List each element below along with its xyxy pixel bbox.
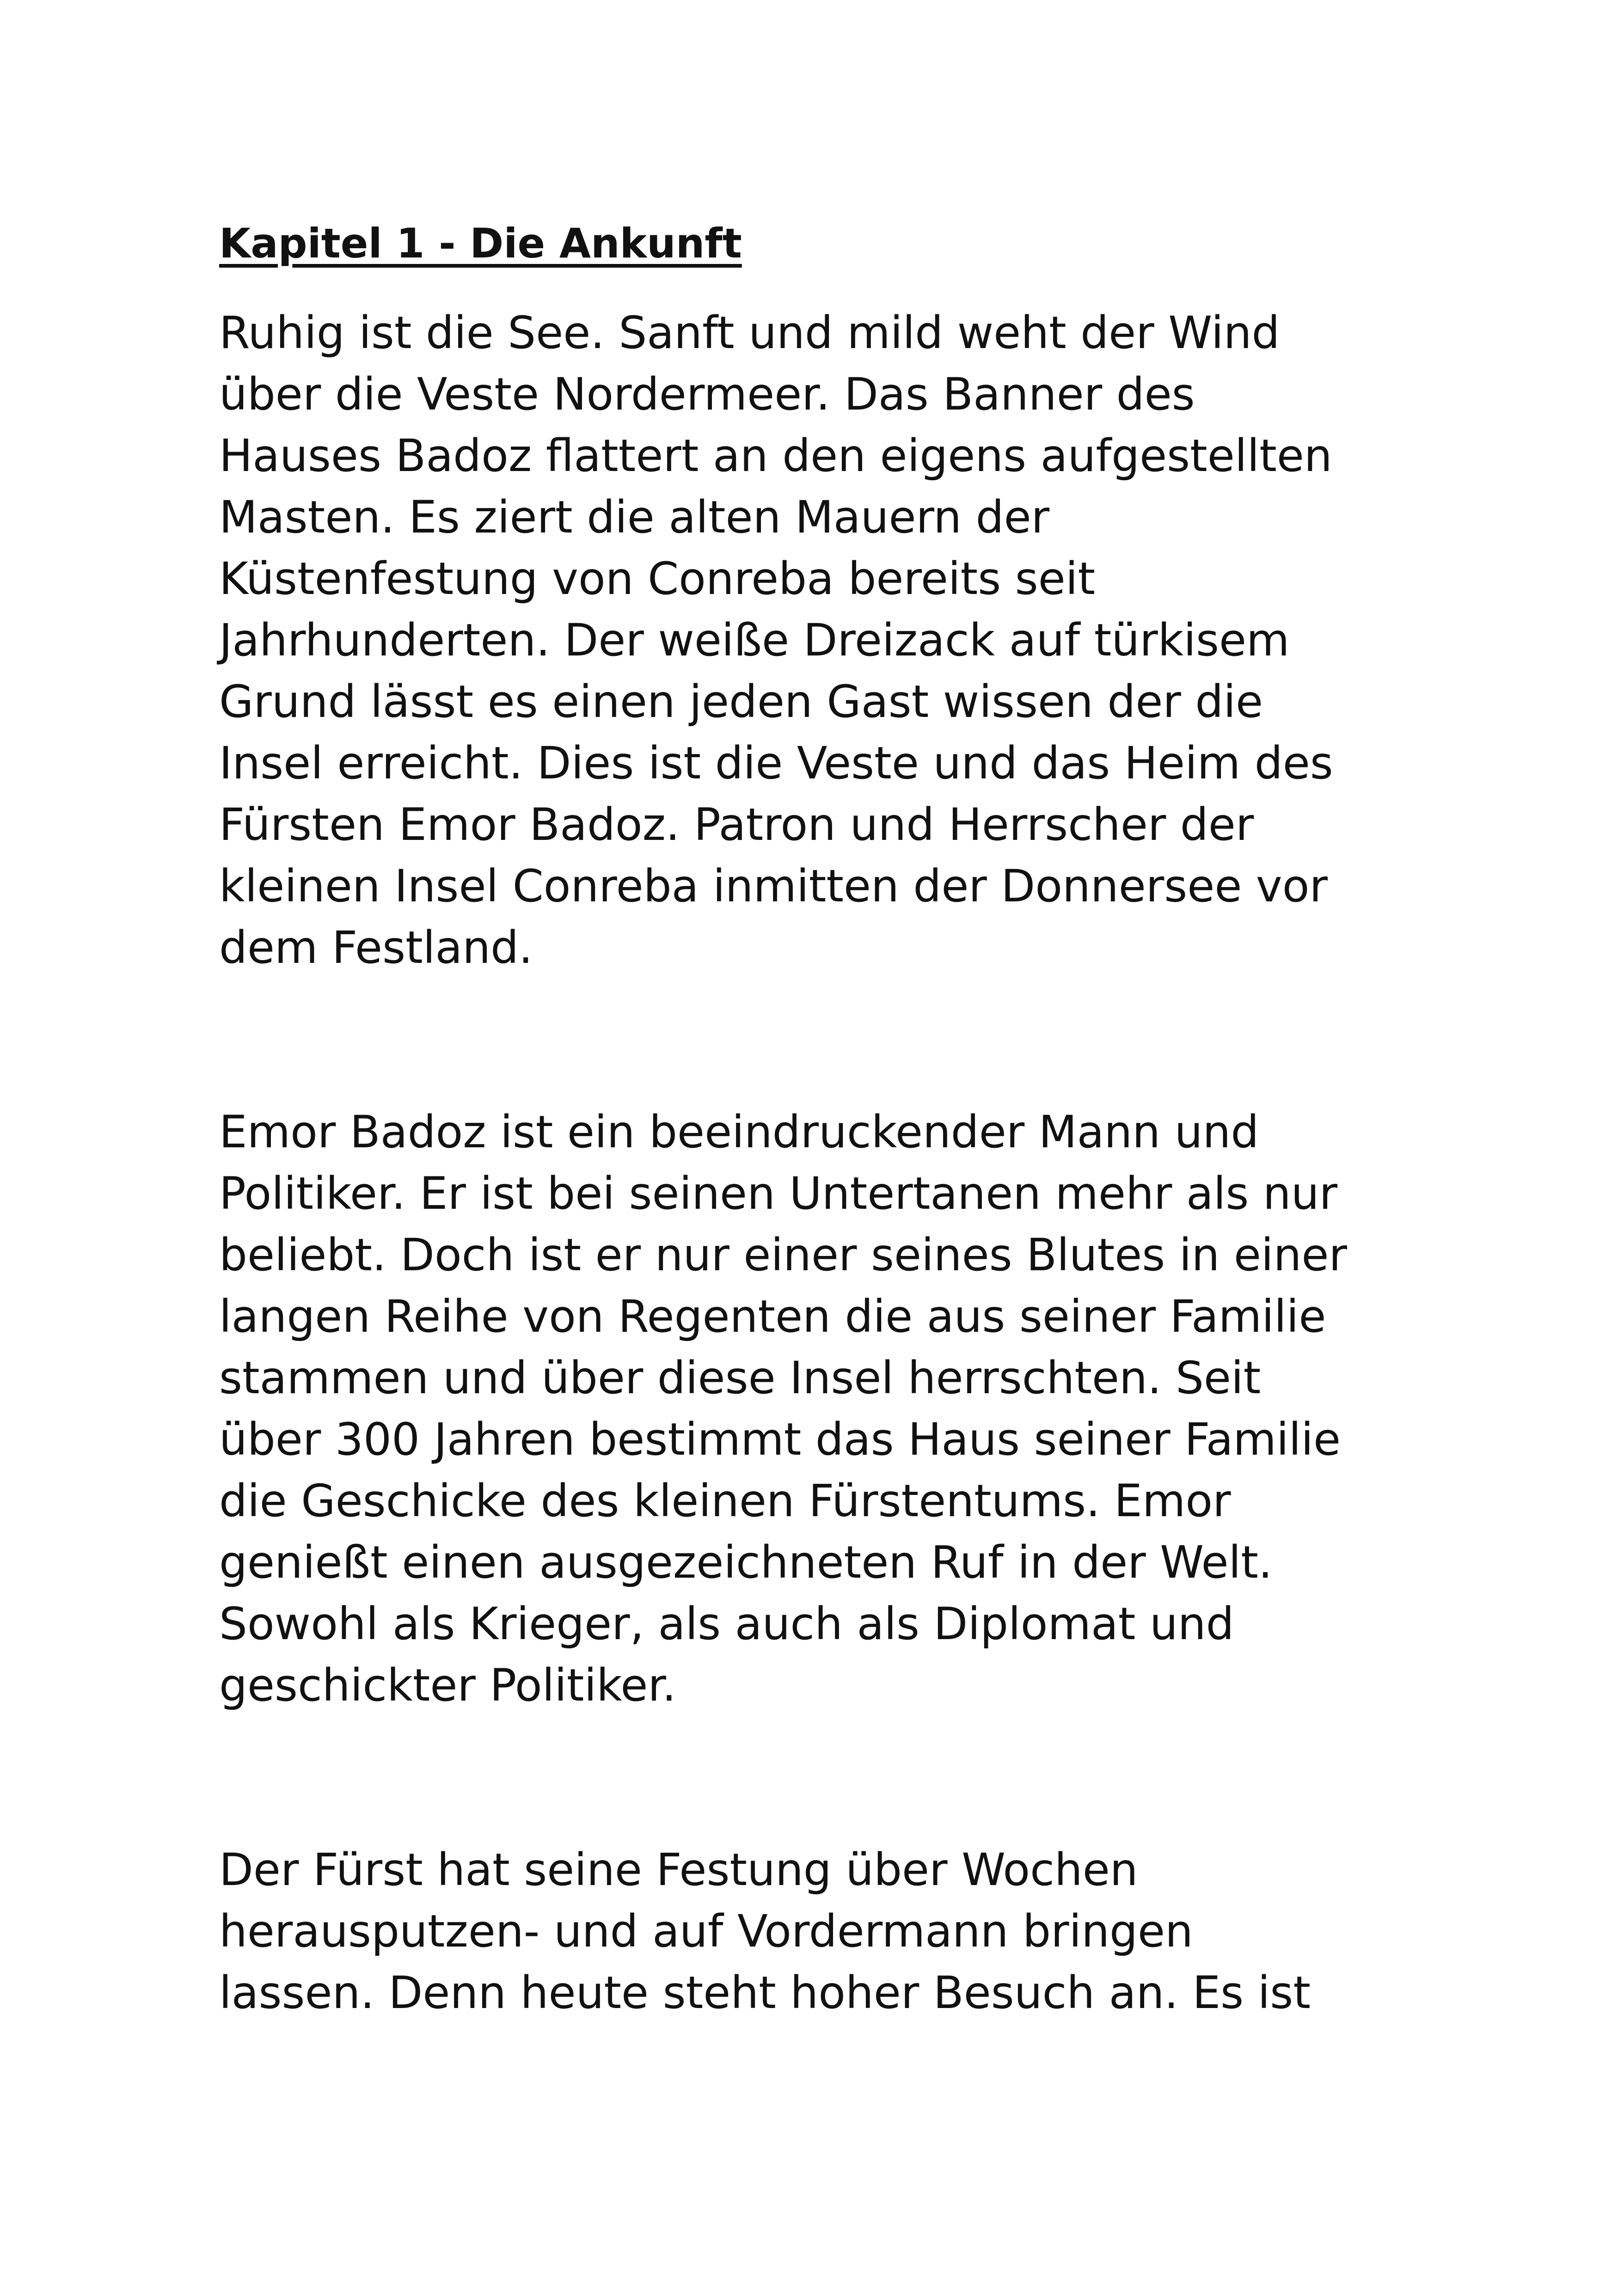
text-line: Hauses Badoz flattert an den eigens aufgestellten <box>219 430 1332 482</box>
paragraph-3 <box>219 1839 1403 2024</box>
text-line: kleinen Insel Conreba inmitten der Donnersee vor <box>219 860 1328 912</box>
text-line: lassen. Denn heute steht hoher Besuch an. Es ist <box>219 1967 1311 2019</box>
chapter-title: Kapitel 1 - Die Ankunft <box>219 220 742 267</box>
text-line: Masten. Es ziert die alten Mauern der <box>219 491 1050 544</box>
text-line: Ruhig ist die See. Sanft und mild weht der Wind <box>219 307 1280 359</box>
text-line: herausputzen- und auf Vordermann bringen <box>219 1905 1193 1958</box>
paragraph-2 <box>219 1102 1403 1716</box>
text-line: Insel erreicht. Dies ist die Veste und das Heim des <box>219 737 1333 790</box>
paragraph-spacer <box>219 979 1403 1102</box>
text-line: Jahrhunderten. Der weiße Dreizack auf türkisem <box>219 614 1290 667</box>
paragraph-spacer <box>219 1716 1403 1839</box>
text-line: Politiker. Er ist bei seinen Untertanen mehr als nur <box>219 1168 1338 1220</box>
text-line: genießt einen ausgezeichneten Ruf in der Welt. <box>219 1537 1273 1589</box>
text-line: stammen und über diese Insel herrschten. Seit <box>219 1352 1261 1404</box>
text-line: über 300 Jahren bestimmt das Haus seiner Familie <box>219 1414 1341 1466</box>
text-line: beliebt. Doch ist er nur einer seines Blutes in einer <box>219 1229 1347 1281</box>
text-line: geschickter Politiker. <box>219 1659 676 1712</box>
text-line: Der Fürst hat seine Festung über Wochen <box>219 1844 1138 1896</box>
document-body <box>219 217 1403 2024</box>
text-line: Küstenfestung von Conreba bereits seit <box>219 553 1096 605</box>
text-line: langen Reihe von Regenten die aus seiner Familie <box>219 1291 1326 1343</box>
text-line: die Geschicke des kleinen Fürstentums. Emor <box>219 1475 1231 1527</box>
text-line: dem Festland. <box>219 922 533 974</box>
paragraph-1 <box>219 302 1403 979</box>
text-line: über die Veste Nordermeer. Das Banner des <box>219 368 1195 421</box>
text-line: Emor Badoz ist ein beeindruckender Mann und <box>219 1106 1259 1158</box>
text-line: Sowohl als Krieger, als auch als Diplomat und <box>219 1598 1234 1650</box>
text-line: Fürsten Emor Badoz. Patron und Herrscher der <box>219 799 1254 851</box>
text-line: Grund lässt es einen jeden Gast wissen der die <box>219 676 1263 728</box>
